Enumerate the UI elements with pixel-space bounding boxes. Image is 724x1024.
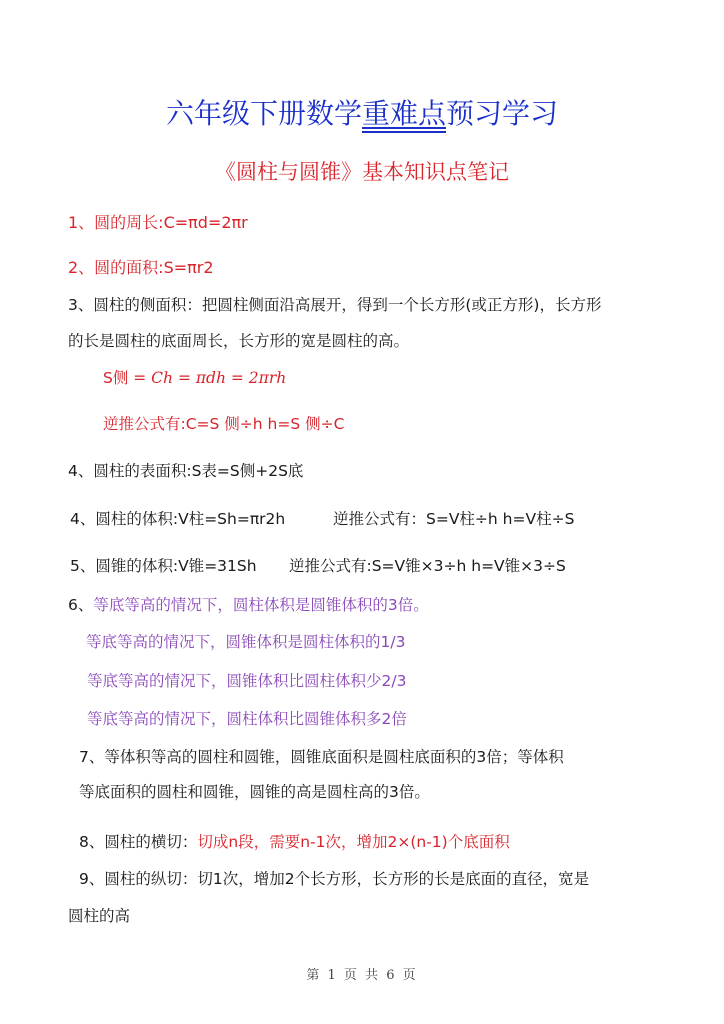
note-9-line1: 9、圆柱的纵切：切1次，增加2个长方形，长方形的长是底面的直径，宽是 — [79, 870, 590, 888]
note-2-circle-area: 2、圆的面积:S=πr2 — [68, 258, 214, 277]
note-7-line1: 7、等体积等高的圆柱和圆锥，圆锥底面积是圆柱底面积的3倍；等体积 — [79, 748, 564, 766]
title-part-2: 预习学习 — [446, 97, 559, 130]
title-part-1: 六年级下册数学 — [165, 97, 362, 130]
note-7-line2: 等底面积的圆柱和圆锥，圆锥的高是圆柱高的3倍。 — [79, 783, 430, 801]
formula-body: = Cℎ = πdℎ = 2πrℎ — [128, 369, 287, 387]
note-8-text: 切成n段，需要n-1次，增加2×(n-1)个底面积 — [197, 833, 510, 851]
note-6-line2: 等底等高的情况下，圆锥体积是圆柱体积的1/3 — [86, 633, 406, 651]
title-emphasis: 重难点 — [361, 97, 446, 130]
note-8-horizontal-cut — [79, 830, 510, 852]
note-6-line1 — [68, 593, 429, 615]
note-5-cone-volume: 5、圆锥的体积:V锥=31Sh — [70, 557, 257, 575]
page-footer: 第 1 页 共 6 页 — [306, 968, 418, 983]
note-3-formula — [103, 366, 286, 388]
note-4-surface-area: 4、圆柱的表面积:S表=S侧+2S底 — [68, 462, 304, 480]
note-3-inverse: 逆推公式有:C=S 侧÷h h=S 侧÷C — [103, 415, 345, 433]
note-4-cylinder-volume: 4、圆柱的体积:V柱=Sh=πr2h — [70, 510, 286, 528]
note-5-inverse: 逆推公式有:S=V锥×3÷h h=V锥×3÷S — [289, 557, 566, 575]
note-6-line3: 等底等高的情况下，圆锥体积比圆柱体积少2/3 — [87, 672, 407, 690]
note-3-lateral-area-line1: 3、圆柱的侧面积：把圆柱侧面沿高展开，得到一个长方形(或正方形)，长方形 — [68, 296, 602, 314]
note-9-line2: 圆柱的高 — [68, 907, 131, 925]
note-1-circumference: 1、圆的周长:C=πd=2πr — [68, 213, 248, 232]
note-4-inverse: 逆推公式有：S=V柱÷h h=V柱÷S — [333, 510, 575, 528]
page-title — [0, 92, 724, 132]
page-subtitle: 《圆柱与圆锥》基本知识点笔记 — [215, 160, 509, 184]
note-6-number: 6、 — [68, 596, 94, 614]
note-3-lateral-area-line2: 的长是圆柱的底面周长，长方形的宽是圆柱的高。 — [68, 332, 410, 350]
note-6-text: 等底等高的情况下，圆柱体积是圆锥体积的3倍。 — [93, 596, 429, 614]
note-6-line4: 等底等高的情况下，圆柱体积比圆锥体积多2倍 — [87, 710, 407, 728]
formula-prefix: S侧 — [103, 369, 129, 387]
note-8-label: 8、圆柱的横切： — [79, 833, 198, 851]
